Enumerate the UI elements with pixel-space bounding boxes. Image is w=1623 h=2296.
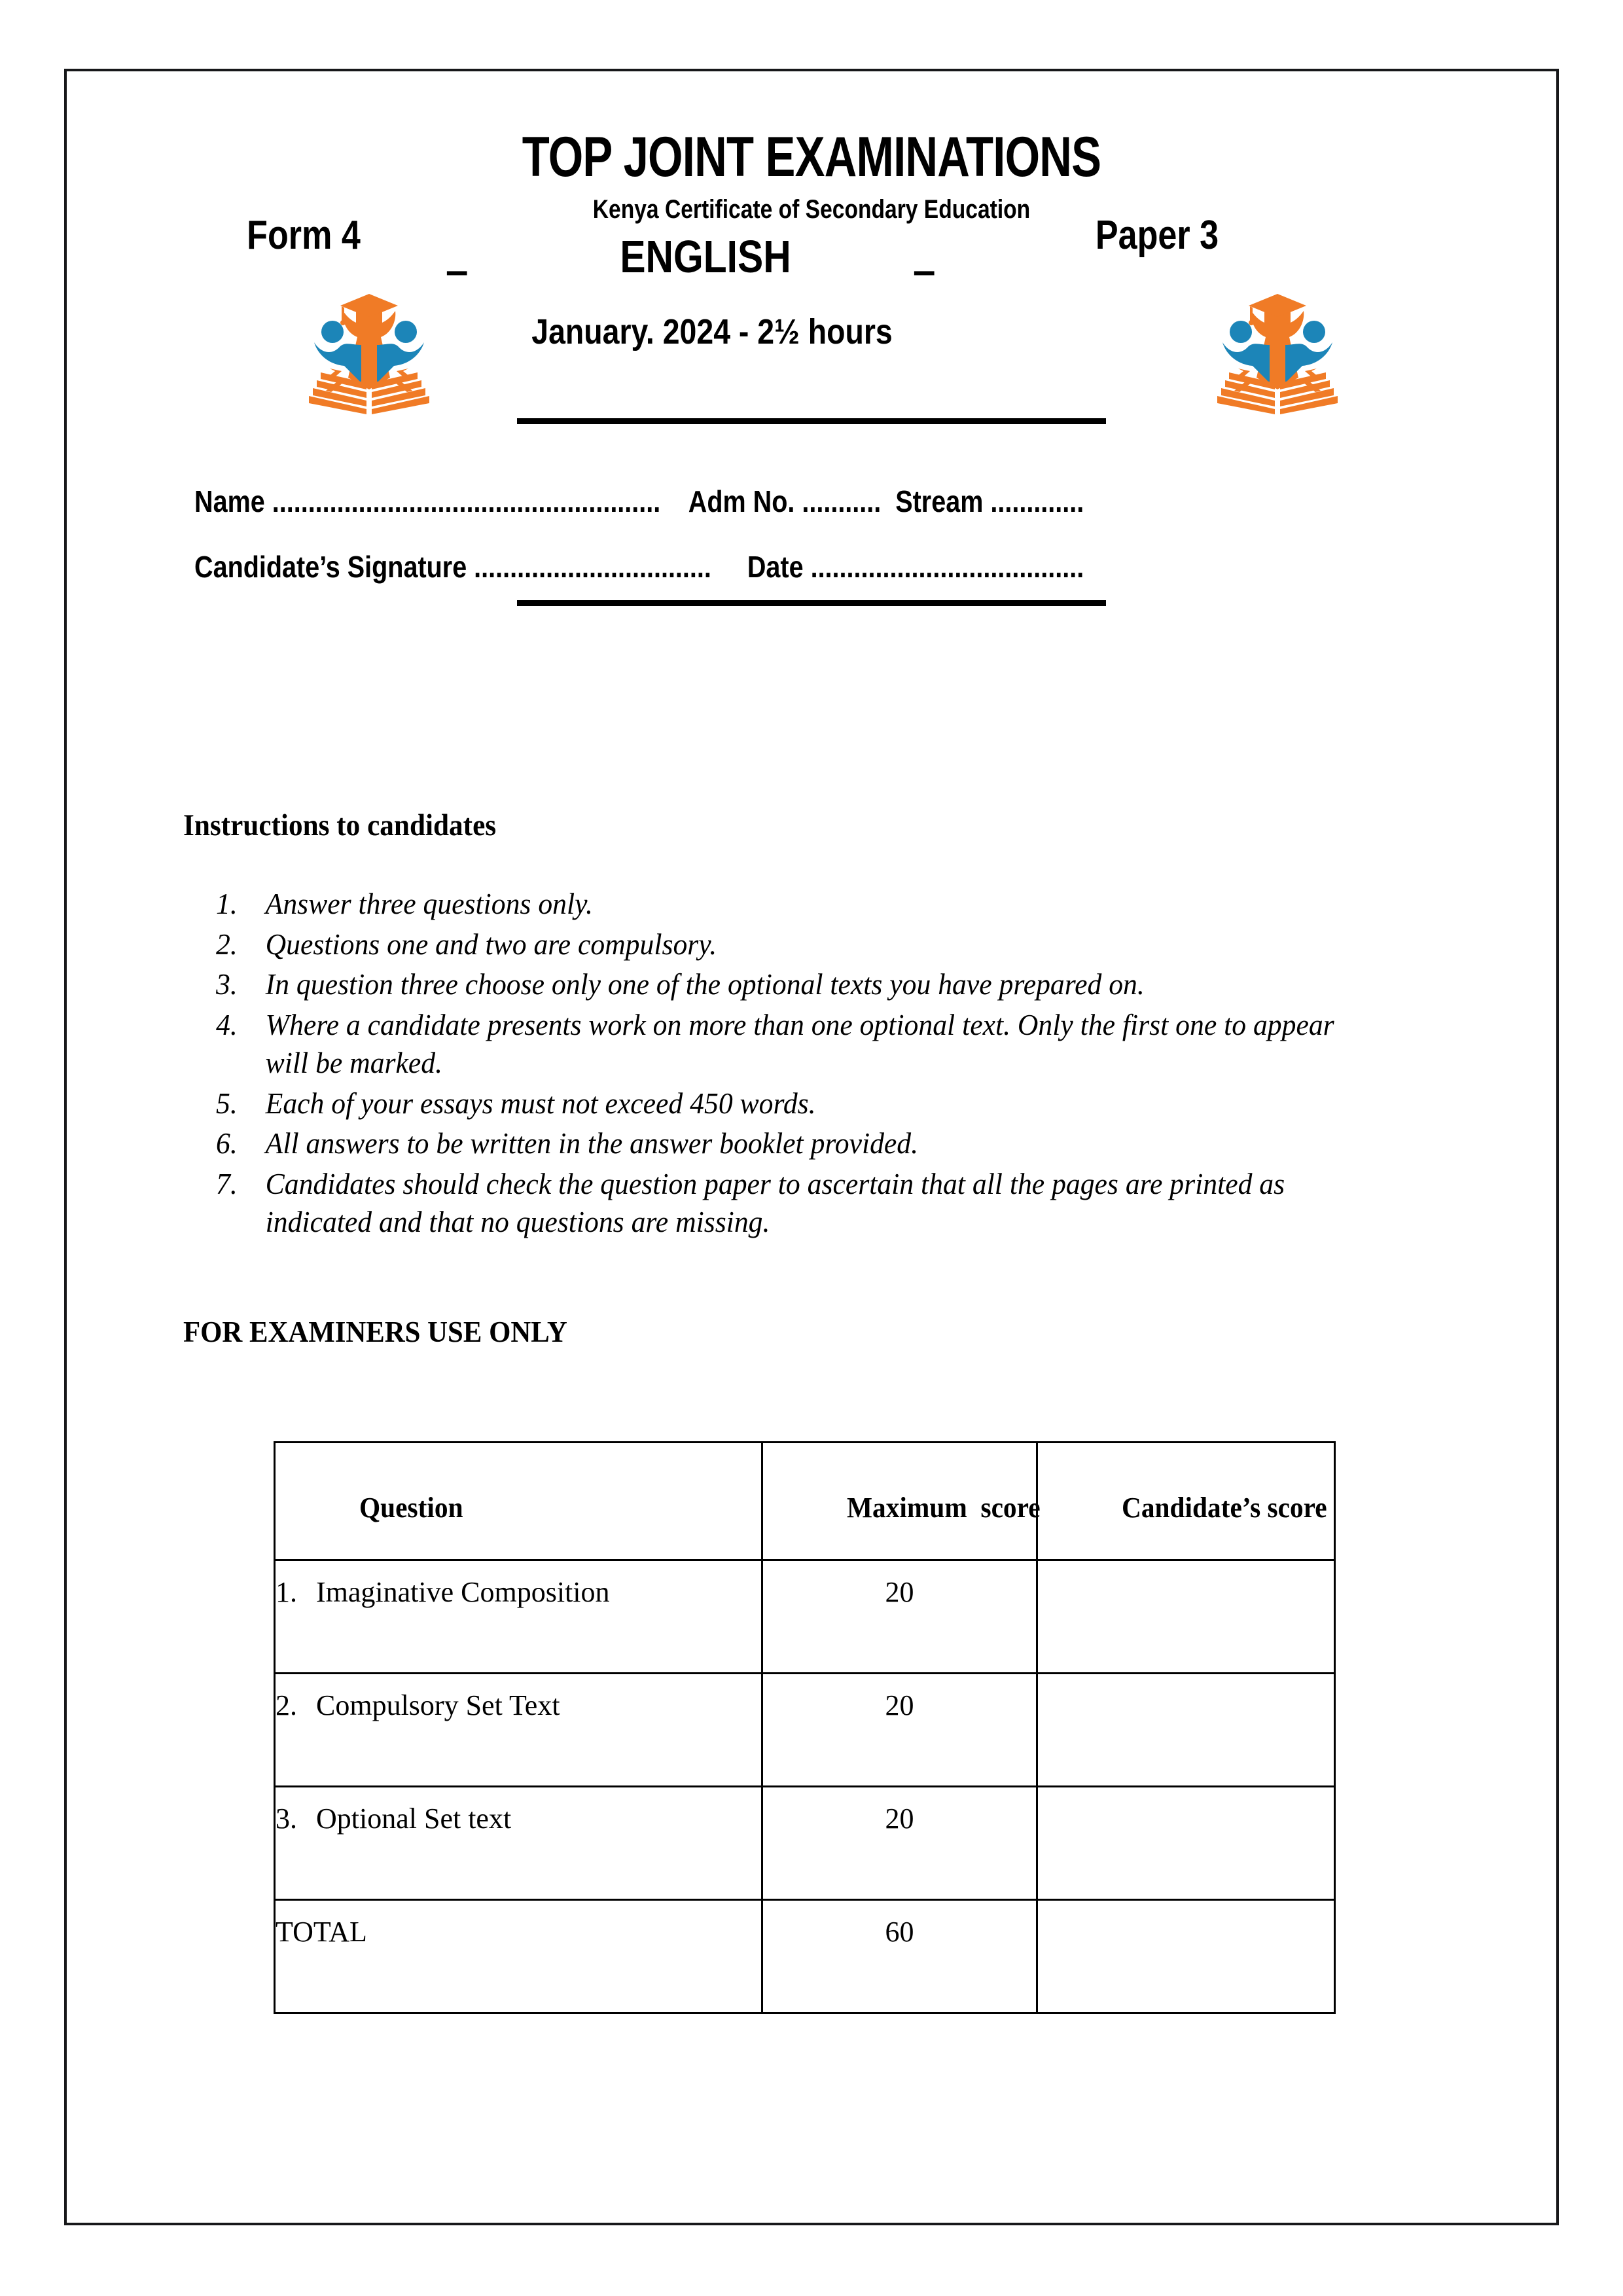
table-row (275, 1674, 1335, 1787)
instruction-item (216, 1165, 1346, 1242)
signature-field-text: Candidate’s Signature ................................. Date ...................................... (194, 550, 1084, 584)
instruction-item (216, 885, 1346, 924)
instruction-item (216, 1124, 1346, 1163)
instruction-text: Each of your essays must not exceed 450 words. (265, 1086, 816, 1120)
signature-field-line (64, 522, 1623, 612)
dash-separator-left-icon: – (446, 248, 469, 293)
subject-label: ENGLISH (620, 231, 791, 282)
instruction-text: All answers to be written in the answer booklet provided. (265, 1127, 919, 1160)
school-logo-left-icon (301, 285, 437, 414)
total-candidate-score-cell[interactable] (1037, 1900, 1335, 2013)
row-question-cell (275, 1787, 762, 1900)
row-maximum-score-cell: 20 (762, 1674, 1037, 1787)
instruction-number: 7. (216, 1167, 238, 1200)
instruction-item (216, 1085, 1346, 1123)
row-question-number: 2. (276, 1689, 297, 1721)
table-total-row (275, 1900, 1335, 2013)
instruction-item (216, 1006, 1346, 1083)
table-header-row (275, 1443, 1335, 1560)
instruction-text: In question three choose only one of the optional texts you have prepared on. (265, 968, 1145, 1001)
header-rule-bottom (517, 600, 1106, 606)
column-header-maximum-score (762, 1443, 1041, 1560)
instruction-number: 1. (216, 888, 238, 920)
school-logo-right-icon (1209, 285, 1346, 414)
row-question-label: Imaginative Composition (316, 1576, 610, 1608)
row-candidate-score-cell[interactable] (1037, 1560, 1335, 1674)
row-maximum-score-cell: 20 (762, 1560, 1037, 1674)
instruction-number: 4. (216, 1008, 238, 1041)
instruction-number: 6. (216, 1127, 238, 1160)
instruction-number: 5. (216, 1086, 238, 1120)
exam-datetime: January. 2024 - 2½ hours (531, 312, 893, 351)
instruction-text: Answer three questions only. (265, 888, 593, 920)
row-question-label: Optional Set text (316, 1803, 512, 1835)
column-header-question-label: Question (359, 1492, 463, 1524)
exam-meta-row (64, 210, 1559, 293)
examiners-score-table (274, 1441, 1336, 2014)
total-label-cell: TOTAL (275, 1900, 762, 2013)
row-question-cell (275, 1674, 762, 1787)
table-row (275, 1787, 1335, 1900)
exam-header (64, 69, 1559, 584)
column-header-candidate-score-label: Candidate’s score (1122, 1492, 1327, 1524)
form-label: Form 4 (247, 213, 361, 258)
total-maximum-score-cell: 60 (762, 1900, 1037, 2013)
examiners-use-only-heading: FOR EXAMINERS USE ONLY (183, 1315, 567, 1348)
table-row (275, 1560, 1335, 1674)
instruction-text: Candidates should check the question paper to ascertain that all the pages are printed as indicated and that no questions are missing. (265, 1167, 1285, 1238)
row-question-label: Compulsory Set Text (316, 1689, 560, 1721)
instruction-number: 3. (216, 968, 238, 1001)
name-field-text: Name ...................................................... Adm No. ........... Stream ............. (194, 484, 1084, 518)
instruction-text: Where a candidate presents work on more than one optional text. Only the first one to appear will be marked. (265, 1008, 1334, 1079)
row-maximum-score-cell: 20 (762, 1787, 1037, 1900)
instruction-number: 2. (216, 927, 238, 961)
column-header-question (275, 1443, 762, 1560)
dash-separator-right-icon: – (913, 248, 936, 293)
row-candidate-score-cell[interactable] (1037, 1674, 1335, 1787)
header-rule-top (517, 418, 1106, 424)
instructions-heading: Instructions to candidates (183, 808, 497, 842)
paper-label: Paper 3 (1095, 213, 1219, 258)
exam-title: TOP JOINT EXAMINATIONS (522, 126, 1101, 188)
column-header-maximum-score-label: Maximum score (847, 1492, 1041, 1524)
column-header-candidate-score (1037, 1443, 1335, 1560)
instructions-list (216, 885, 1381, 1244)
row-question-number: 3. (276, 1803, 297, 1835)
instruction-item (216, 965, 1346, 1004)
row-question-cell (275, 1560, 762, 1674)
exam-subtitle: Kenya Certificate of Secondary Education (592, 195, 1031, 224)
row-candidate-score-cell[interactable] (1037, 1787, 1335, 1900)
row-question-number: 1. (276, 1576, 297, 1608)
instruction-text: Questions one and two are compulsory. (265, 927, 717, 961)
instruction-item (216, 925, 1346, 964)
